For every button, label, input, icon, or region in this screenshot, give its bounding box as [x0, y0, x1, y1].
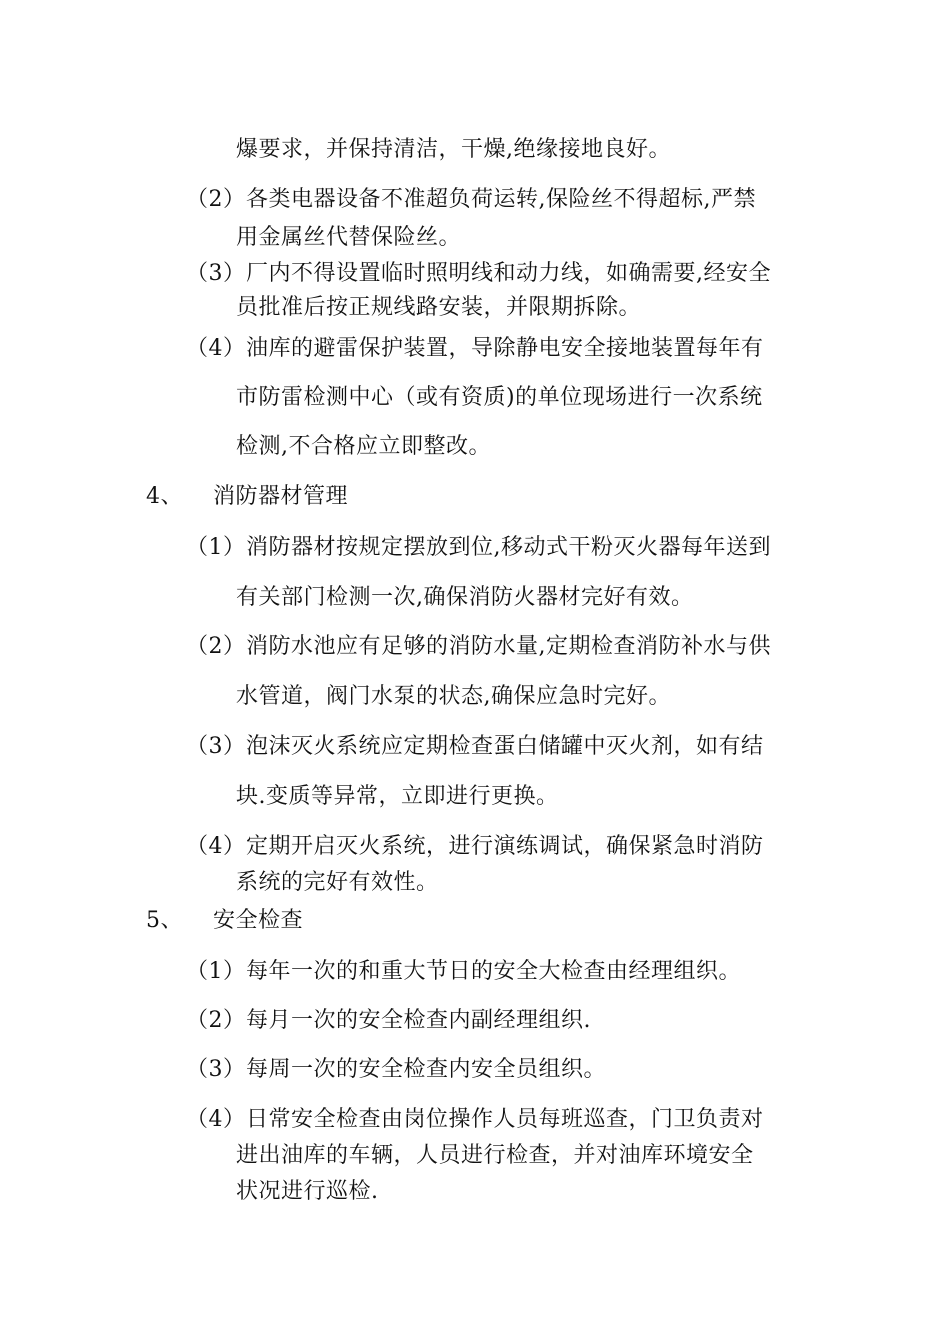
paragraph-line: 进出油库的车辆，人员进行检查，并对油库环境安全	[236, 1143, 754, 1168]
paragraph-line: 块.变质等异常，立即进行更换。	[236, 784, 559, 809]
list-item-4-2	[186, 632, 771, 662]
item-number: （4）	[186, 1107, 246, 1132]
item-text: 油库的避雷保护装置，导除静电安全接地装置每年有	[246, 336, 764, 361]
list-item-3-2	[186, 185, 756, 215]
list-item-4-3	[186, 732, 764, 762]
section-title: 消防器材管理	[213, 484, 349, 509]
list-item-4-1	[186, 533, 771, 563]
paragraph-line: 检测,不合格应立即整改。	[236, 434, 491, 459]
item-text: 日常安全检查由岗位操作人员每班巡查，门卫负责对	[246, 1107, 764, 1132]
paragraph-line: 水管道，阀门水泵的状态,确保应急时完好。	[236, 684, 671, 709]
item-text: 每周一次的安全检查内安全员组织。	[246, 1057, 607, 1082]
list-item-5-2	[186, 1006, 591, 1036]
list-item-5-3	[186, 1055, 607, 1085]
paragraph-line: 状况进行巡检.	[236, 1179, 379, 1204]
item-text: 厂内不得设置临时照明线和动力线，如确需要,经安全	[246, 261, 771, 286]
item-text: 各类电器设备不准超负荷运转,保险丝不得超标,严禁	[246, 187, 756, 212]
item-number: （4）	[186, 834, 246, 859]
item-number: （1）	[186, 535, 246, 560]
item-number: （3）	[186, 734, 246, 759]
section-title: 安全检查	[213, 908, 304, 933]
item-number: （2）	[186, 1008, 246, 1033]
list-item-3-3	[186, 259, 771, 289]
item-number: （3）	[186, 1057, 246, 1082]
list-item-3-4	[186, 334, 764, 364]
section-number: 4、	[146, 484, 183, 509]
paragraph-line: 爆要求，并保持清洁，干燥,绝缘接地良好。	[236, 137, 671, 162]
list-item-5-1	[186, 957, 742, 987]
item-number: （2）	[186, 187, 246, 212]
paragraph-line: 员批准后按正规线路安装，并限期拆除。	[236, 295, 642, 320]
item-number: （1）	[186, 959, 246, 984]
item-text: 消防器材按规定摆放到位,移动式干粉灭火器每年送到	[246, 535, 771, 560]
paragraph-line: 有关部门检测一次,确保消防火器材完好有效。	[236, 585, 694, 610]
section-number: 5、	[146, 908, 183, 933]
item-number: （4）	[186, 336, 246, 361]
list-item-5-4	[186, 1105, 764, 1135]
item-text: 泡沫灭火系统应定期检查蛋白储罐中灭火剂，如有结	[246, 734, 764, 759]
item-number: （3）	[186, 261, 246, 286]
paragraph-line: 市防雷检测中心（或有资质)的单位现场进行一次系统	[236, 385, 763, 410]
item-text: 每年一次的和重大节日的安全大检查由经理组织。	[246, 959, 742, 984]
paragraph-line: 系统的完好有效性。	[236, 870, 439, 895]
paragraph-line: 用金属丝代替保险丝。	[236, 225, 462, 250]
item-text: 定期开启灭火系统，进行演练调试，确保紧急时消防	[246, 834, 764, 859]
item-text: 消防水池应有足够的消防水量,定期检查消防补水与供	[246, 634, 771, 659]
item-text: 每月一次的安全检查内副经理组织.	[246, 1008, 591, 1033]
list-item-4-4	[186, 832, 764, 862]
item-number: （2）	[186, 634, 246, 659]
